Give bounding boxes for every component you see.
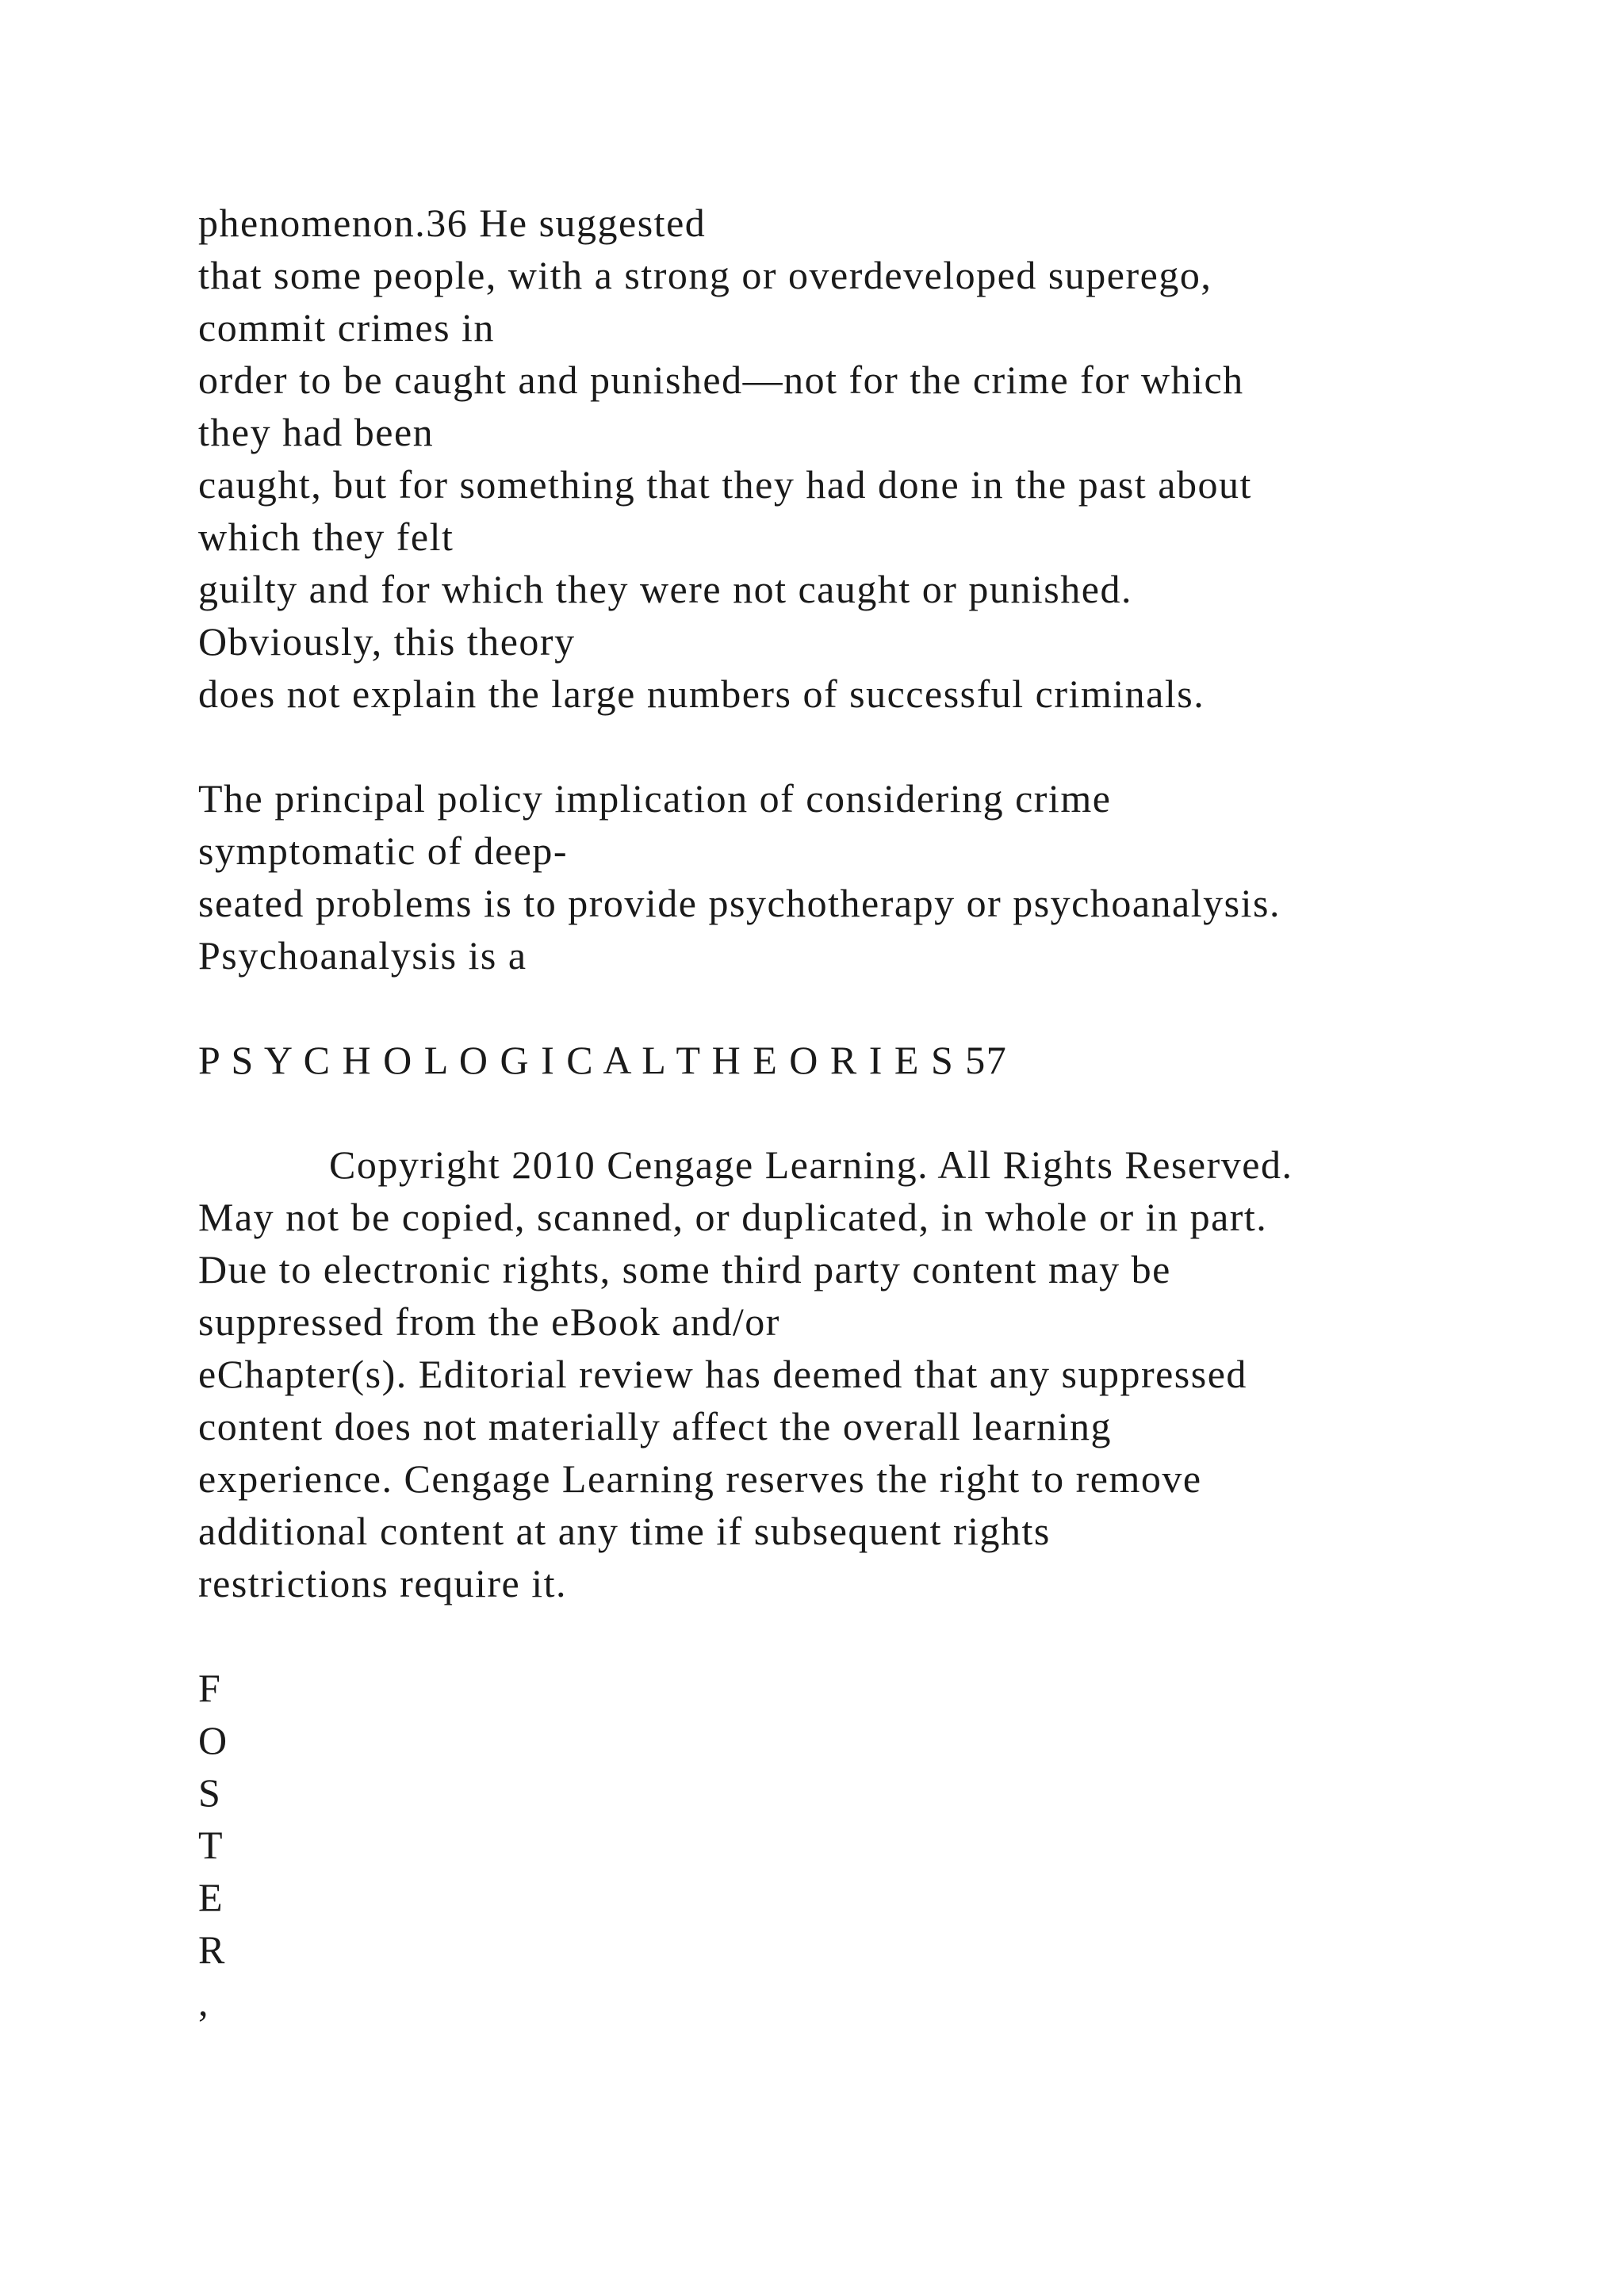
- text-line: order to be caught and punished—not for the crime for which: [198, 358, 1244, 402]
- copyright-line: Copyright 2010 Cengage Learning. All Rights Reserved.: [329, 1142, 1293, 1187]
- copyright-line: Due to electronic rights, some third party content may be: [198, 1247, 1171, 1292]
- vertical-letter: E: [198, 1875, 224, 1919]
- copyright-line: suppressed from the eBook and/or: [198, 1299, 780, 1344]
- body-paragraph-2: [198, 772, 1618, 982]
- vertical-letter: ,: [198, 1980, 209, 2024]
- text-line: that some people, with a strong or overdeveloped superego,: [198, 253, 1212, 297]
- copyright-line: restrictions require it.: [198, 1561, 568, 1605]
- text-line: which they felt: [198, 515, 454, 559]
- vertical-letter: T: [198, 1823, 224, 1867]
- running-head: [198, 1034, 1618, 1086]
- text-line: The principal policy implication of considering crime: [198, 776, 1112, 821]
- vertical-letter: R: [198, 1927, 226, 1972]
- copyright-notice: [198, 1138, 1618, 1609]
- copyright-line: additional content at any time if subsequent rights: [198, 1509, 1051, 1553]
- body-paragraph-1: [198, 197, 1618, 720]
- running-head-text: P S Y C H O L O G I C A L T H E O R I E S 57: [198, 1038, 1008, 1082]
- text-line: does not explain the large numbers of successful criminals.: [198, 672, 1205, 716]
- text-line: caught, but for something that they had done in the past about: [198, 462, 1252, 507]
- vertical-letter: F: [198, 1666, 222, 1710]
- copyright-line: experience. Cengage Learning reserves the right to remove: [198, 1456, 1202, 1501]
- copyright-line: content does not materially affect the overall learning: [198, 1404, 1112, 1448]
- text-line: guilty and for which they were not caught or punished.: [198, 567, 1132, 611]
- copyright-line: eChapter(s). Editorial review has deemed that any suppressed: [198, 1352, 1247, 1396]
- text-line: symptomatic of deep-: [198, 828, 568, 873]
- text-line: phenomenon.36 He suggested: [198, 201, 707, 245]
- text-line: Obviously, this theory: [198, 619, 576, 664]
- vertical-letter: S: [198, 1770, 222, 1815]
- text-line: they had been: [198, 410, 435, 454]
- text-line: commit crimes in: [198, 305, 495, 350]
- copyright-line: May not be copied, scanned, or duplicated, in whole or in part.: [198, 1195, 1268, 1239]
- text-line: seated problems is to provide psychotherapy or psychoanalysis.: [198, 881, 1281, 925]
- vertical-letter: O: [198, 1718, 228, 1762]
- text-line: Psychoanalysis is a: [198, 933, 527, 978]
- vertical-author-name: [198, 1662, 1618, 2028]
